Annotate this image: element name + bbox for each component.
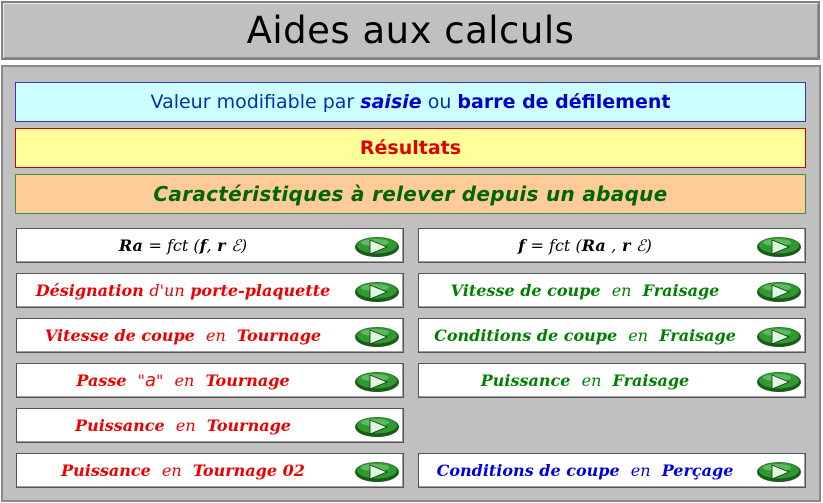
fct-text: = fct ( (530, 236, 582, 255)
legend-input-prefix: Valeur modifiable par (150, 91, 355, 113)
f-fct-label (423, 229, 747, 262)
fraisage-text: Fraisage (642, 281, 720, 300)
legend-input-value (15, 82, 806, 122)
r-symbol: r (217, 236, 226, 255)
comma-text: , (611, 236, 617, 255)
quote-close: " (156, 371, 164, 390)
tournage-text: Tournage (236, 326, 322, 345)
title-bar (1, 1, 820, 60)
fraisage-text: Fraisage (659, 326, 736, 345)
vitesse-fraisage-label (423, 274, 747, 307)
ra-fct-label (21, 229, 345, 262)
green-play-arrow-icon[interactable] (756, 281, 802, 303)
ra-symbol: Ra (581, 236, 606, 255)
vitesse-text: Vitesse de coupe (44, 326, 195, 345)
puissance-text: Puissance (61, 461, 151, 480)
en-text: en (205, 326, 226, 345)
f-symbol: f (199, 236, 207, 255)
page-title: Aides aux calculs (246, 9, 575, 52)
vitesse-text: Vitesse de coupe (450, 281, 601, 300)
en-text: en (630, 461, 651, 480)
vitesse-tournage-label (21, 319, 345, 352)
fct-text: = fct ( (148, 236, 200, 255)
epsilon-symbol: ℰ (231, 236, 241, 255)
green-play-arrow-icon[interactable] (354, 236, 400, 258)
f-fct-button[interactable] (418, 228, 806, 263)
conditions-fraisage-button[interactable] (418, 318, 806, 353)
puissance-tournage-02-label (21, 454, 345, 487)
passe-text: Passe (76, 371, 127, 390)
green-play-arrow-icon[interactable] (354, 416, 400, 438)
puissance-text: Puissance (75, 416, 165, 435)
green-play-arrow-icon[interactable] (354, 326, 400, 348)
legend-abaque-label: Caractéristiques à relever depuis un abaque (153, 182, 668, 206)
quote-open: " (137, 371, 146, 390)
conditions-percage-button[interactable] (418, 453, 806, 488)
designation-text: Désignation (35, 281, 144, 300)
paren-close: ) (645, 236, 652, 255)
green-play-arrow-icon[interactable] (354, 461, 400, 483)
legend-input-barre: barre de défilement (457, 91, 671, 113)
legend-results (15, 128, 806, 168)
vitesse-fraisage-button[interactable] (418, 273, 806, 308)
percage-text: Perçage (661, 461, 734, 480)
green-play-arrow-icon[interactable] (756, 371, 802, 393)
tournage-02-text: Tournage 02 (192, 461, 305, 480)
en-text: en (175, 416, 196, 435)
en-text: en (581, 371, 602, 390)
passe-tournage-button[interactable] (16, 363, 404, 398)
fraisage-text: Fraisage (612, 371, 690, 390)
tournage-text: Tournage (205, 371, 290, 390)
passe-tournage-label (21, 364, 345, 397)
green-play-arrow-icon[interactable] (354, 281, 400, 303)
legend-abaque (15, 174, 806, 214)
dun-text: d'un (149, 281, 185, 300)
f-symbol: f (518, 236, 525, 255)
conditions-percage-label (423, 454, 747, 487)
puissance-tournage-label (21, 409, 345, 442)
legend-results-label: Résultats (359, 137, 462, 159)
en-text: en (628, 326, 649, 345)
designation-label (21, 274, 345, 307)
ra-symbol: Ra (118, 236, 143, 255)
legend-input-saisie: saisie (360, 91, 422, 113)
designation-porte-plaquette-button[interactable] (16, 273, 404, 308)
puissance-fraisage-label (423, 364, 747, 397)
green-play-arrow-icon[interactable] (354, 371, 400, 393)
ra-fct-button[interactable] (16, 228, 404, 263)
en-text: en (174, 371, 195, 390)
porte-plaquette-text: porte-plaquette (190, 281, 331, 300)
green-play-arrow-icon[interactable] (756, 326, 802, 348)
conditions-text: Conditions de coupe (434, 326, 618, 345)
puissance-tournage-button[interactable] (16, 408, 404, 443)
puissance-fraisage-button[interactable] (418, 363, 806, 398)
paren-close: ) (240, 236, 248, 255)
r-symbol: r (621, 236, 631, 255)
a-symbol: a (145, 370, 157, 391)
puissance-tournage-02-button[interactable] (16, 453, 404, 488)
comma-text: , (206, 236, 212, 255)
conditions-fraisage-label (423, 319, 747, 352)
puissance-text: Puissance (480, 371, 571, 390)
conditions-text: Conditions de coupe (436, 461, 620, 480)
green-play-arrow-icon[interactable] (756, 461, 802, 483)
tournage-text: Tournage (206, 416, 291, 435)
green-play-arrow-icon[interactable] (756, 236, 802, 258)
legend-input-ou: ou (427, 91, 452, 113)
en-text: en (161, 461, 182, 480)
vitesse-tournage-button[interactable] (16, 318, 404, 353)
epsilon-symbol: ℰ (635, 236, 646, 255)
en-text: en (611, 281, 632, 300)
